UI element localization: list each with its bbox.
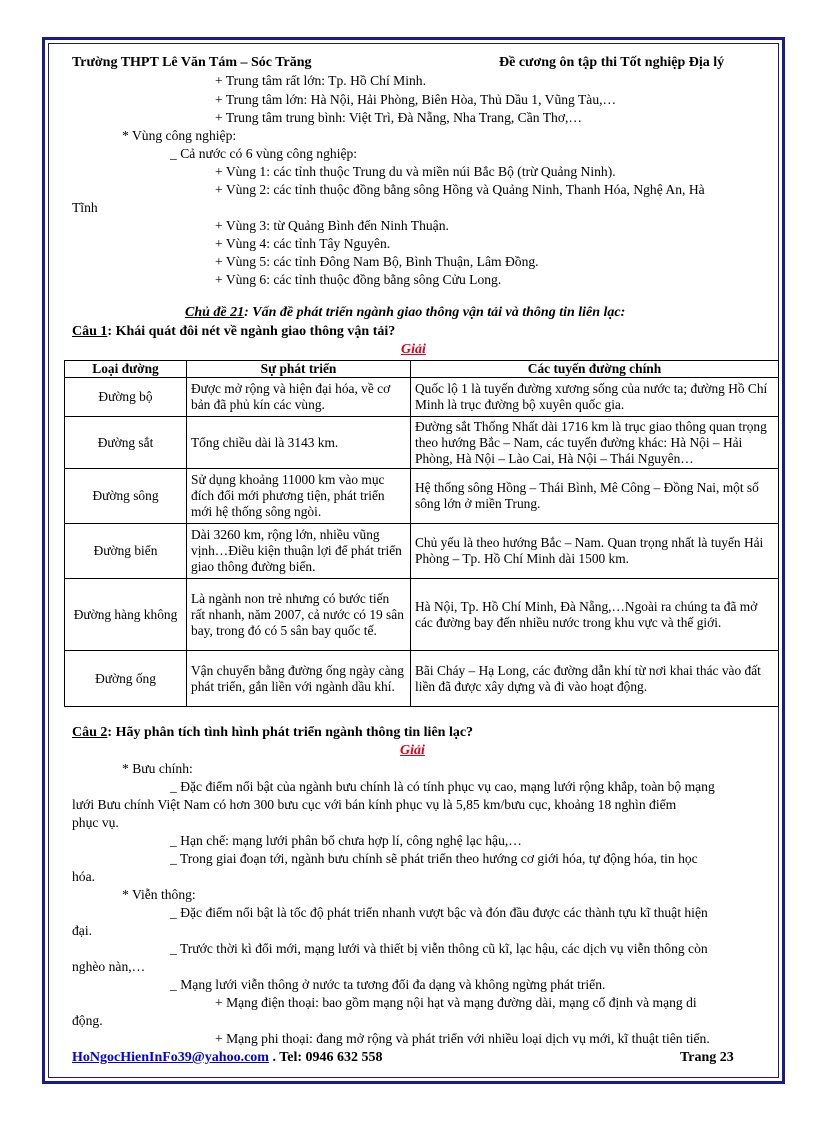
text-line: _ Cả nước có 6 vùng công nghiệp: (170, 146, 358, 161)
table-cell: Sử dụng khoảng 11000 km vào mục đích đổi mới phương tiện, phát triển mới hệ thống sông ngòi. (187, 469, 411, 524)
text-line: + Vùng 5: các tỉnh Đông Nam Bộ, Bình Thuận, Lâm Đồng. (215, 254, 539, 269)
text-line: _ Trước thời kì đổi mới, mạng lưới và thiết bị viễn thông cũ kĩ, lạc hậu, các dịch vụ viễn thông còn (170, 941, 708, 956)
table-cell: Đường bộ (65, 378, 187, 417)
column-header: Sự phát triển (187, 361, 411, 378)
text-line: * Viễn thông: (122, 887, 196, 902)
text-line: nghèo nàn,… (72, 959, 146, 974)
answer-2-label: Giải (400, 743, 425, 758)
text-line: Tĩnh (72, 200, 98, 215)
table-cell: Quốc lộ 1 là tuyến đường xương sống của nước ta; đường Hồ Chí Minh là trục đường bộ xuyên quốc gia. (411, 378, 779, 417)
table-cell: Bãi Cháy – Hạ Long, các đường dẫn khí từ nơi khai thác vào đất liền đã được xây dựng và đi vào hoạt động. (411, 651, 779, 707)
transport-table (64, 360, 779, 707)
question-1 (72, 324, 395, 340)
footer-page-number: Trang 23 (680, 1050, 734, 1065)
table-cell: Dài 3260 km, rộng lớn, nhiều vũng vịnh…Điều kiện thuận lợi để phát triển giao thông đường biển. (187, 524, 411, 579)
topic-label: Chủ đề 21 (185, 305, 245, 320)
table-cell: Hà Nội, Tp. Hồ Chí Minh, Đà Nẵng,…Ngoài ra chúng ta đã mở các đường bay đến nhiều nước trong khu vực và thế giới. (411, 579, 779, 651)
table-row (65, 469, 779, 524)
table-cell: Đường sắt (65, 417, 187, 469)
text-line: _ Mạng lưới viễn thông ở nước ta tương đối đa dạng và không ngừng phát triển. (170, 977, 606, 992)
text-line: _ Đặc điểm nổi bật là tốc độ phát triển nhanh vượt bậc và đón đầu được các thành tựu kĩ thuật hiện (170, 905, 708, 920)
table-row (65, 417, 779, 469)
text-line: + Trung tâm trung bình: Việt Trì, Đà Nẵng, Nha Trang, Cần Thơ,… (215, 110, 582, 125)
table-cell: Được mở rộng và hiện đại hóa, về cơ bản đã phủ kín các vùng. (187, 378, 411, 417)
text-line: hóa. (72, 869, 96, 884)
text-line: * Vùng công nghiệp: (122, 128, 237, 143)
table-cell: Hệ thống sông Hồng – Thái Bình, Mê Công – Đồng Nai, một số sông lớn ở miền Trung. (411, 469, 779, 524)
text-line: _ Đặc điểm nổi bật của ngành bưu chính là có tính phục vụ cao, mạng lưới rộng khắp, toàn bộ mạng (170, 779, 715, 794)
text-line: lưới Bưu chính Việt Nam có hơn 300 bưu cục với bán kính phục vụ là 5,85 km/bưu cục, khoảng 18 nghìn điểm (72, 797, 677, 812)
text-line: _ Hạn chế: mạng lưới phân bố chưa hợp lí, công nghệ lạc hậu,… (170, 833, 522, 848)
column-header: Các tuyến đường chính (411, 361, 779, 378)
text-line: đại. (72, 923, 93, 938)
table-cell: Chủ yếu là theo hướng Bắc – Nam. Quan trọng nhất là tuyến Hải Phòng – Tp. Hồ Chí Minh dài 1500 km. (411, 524, 779, 579)
footer-email-link[interactable]: HoNgocHienInFo39@yahoo.com (72, 1050, 269, 1065)
footer-tel: . Tel: 0946 632 558 (268, 1050, 383, 1065)
table-cell: Vận chuyển bằng đường ống ngày càng phát triển, gắn liền với ngành dầu khí. (187, 651, 411, 707)
text-line: + Vùng 3: từ Quảng Bình đến Ninh Thuận. (215, 218, 449, 233)
topic-heading (185, 305, 625, 321)
topic-text: : Vấn đề phát triển ngành giao thông vận tải và thông tin liên lạc: (244, 305, 626, 320)
question-2-label: Câu 2 (72, 725, 108, 740)
table-row (65, 378, 779, 417)
text-line: + Mạng phi thoại: đang mở rộng và phát triển với nhiều loại dịch vụ mới, kĩ thuật tiên tiến. (215, 1031, 710, 1046)
table-header-row (65, 361, 779, 378)
text-line: * Bưu chính: (122, 761, 193, 776)
question-2-text: : Hãy phân tích tình hình phát triển ngành thông tin liên lạc? (107, 725, 474, 740)
question-2 (72, 725, 473, 741)
table-cell: Tổng chiều dài là 3143 km. (187, 417, 411, 469)
text-line: + Trung tâm rất lớn: Tp. Hồ Chí Minh. (215, 73, 426, 88)
question-1-text: : Khái quát đôi nét về ngành giao thông vận tải? (107, 324, 396, 339)
text-line: phục vụ. (72, 815, 119, 830)
header-title: Đề cương ôn tập thi Tốt nghiệp Địa lý (499, 55, 725, 70)
footer-contact (72, 1050, 383, 1066)
table-cell: Đường hàng không (65, 579, 187, 651)
table-row (65, 651, 779, 707)
table-cell: Đường biển (65, 524, 187, 579)
text-line: + Vùng 6: các tỉnh thuộc đồng bằng sông Cửu Long. (215, 272, 502, 287)
table-cell: Đường sắt Thống Nhất dài 1716 km là trục giao thông quan trọng theo hướng Bắc – Nam, các tuyến đường khác: Hà Nội – Hải Phòng, Hà Nội – Lào Cai, Hà Nội – Thái Nguyên… (411, 417, 779, 469)
table-cell: Đường sông (65, 469, 187, 524)
text-line: + Vùng 2: các tỉnh thuộc đồng bằng sông Hồng và Quảng Ninh, Thanh Hóa, Nghệ An, Hà (215, 182, 705, 197)
text-line: động. (72, 1013, 103, 1028)
column-header: Loại đường (65, 361, 187, 378)
text-line: + Vùng 4: các tỉnh Tây Nguyên. (215, 236, 391, 251)
table-cell: Là ngành non trẻ nhưng có bước tiến rất nhanh, năm 2007, cả nước có 19 sân bay, trong đó có 5 sân bay quốc tế. (187, 579, 411, 651)
header-school: Trường THPT Lê Văn Tám – Sóc Trăng (72, 55, 312, 70)
text-line: + Mạng điện thoại: bao gồm mạng nội hạt và mạng đường dài, mạng cố định và mạng di (215, 995, 697, 1010)
table-cell: Đường ống (65, 651, 187, 707)
table-row (65, 579, 779, 651)
text-line: _ Trong giai đoạn tới, ngành bưu chính sẽ phát triển theo hướng cơ giới hóa, tự động hóa, tin học (170, 851, 698, 866)
text-line: + Trung tâm lớn: Hà Nội, Hải Phòng, Biên Hòa, Thủ Dầu 1, Vũng Tàu,… (215, 92, 617, 107)
question-1-label: Câu 1 (72, 324, 108, 339)
text-line: + Vùng 1: các tỉnh thuộc Trung du và miền núi Bắc Bộ (trừ Quảng Ninh). (215, 164, 616, 179)
table-row (65, 524, 779, 579)
answer-1-label: Giải (401, 342, 426, 357)
